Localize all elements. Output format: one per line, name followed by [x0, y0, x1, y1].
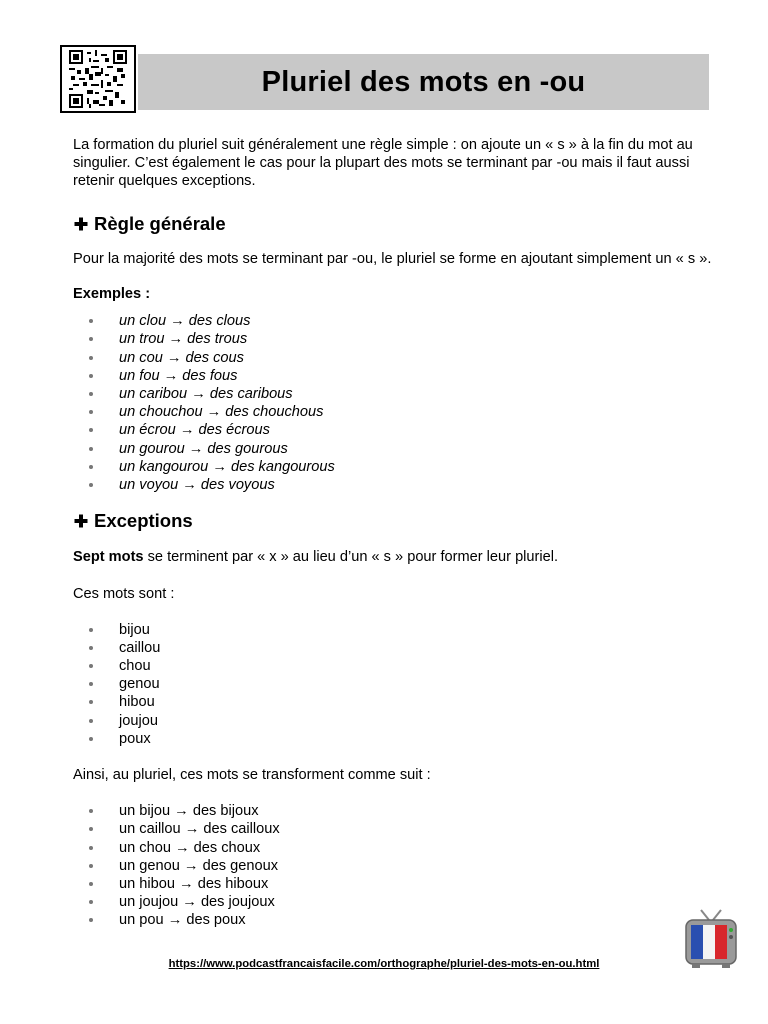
plus-icon: [73, 216, 89, 232]
list-item: un cou → des cous: [73, 349, 713, 367]
bullet-icon: [89, 900, 93, 904]
bullet-icon: [89, 374, 93, 378]
transform-intro: Ainsi, au pluriel, ces mots se transforment comme suit :: [73, 767, 431, 784]
list-item: bijou: [73, 621, 713, 639]
qr-code: [60, 45, 136, 113]
list-item: un fou → des fous: [73, 367, 713, 385]
bullet-icon: [89, 447, 93, 451]
bullet-icon: [89, 337, 93, 341]
bullet-icon: [89, 664, 93, 668]
exceptions-lead-bold: Sept mots: [73, 549, 144, 566]
list-item: un kangourou → des kangourous: [73, 458, 713, 476]
list-item: un chouchou → des chouchous: [73, 403, 713, 421]
section-heading-general-rule: [73, 212, 713, 234]
list-item: un hibou → des hiboux: [73, 875, 713, 893]
bullet-icon: [89, 483, 93, 487]
bullet-icon: [89, 319, 93, 323]
general-rule-text: Pour la majorité des mots se terminant par -ou, le pluriel se forme en ajoutant simplement un « s ».: [73, 250, 712, 267]
list-item: un écrou → des écrous: [73, 421, 713, 439]
examples-label: Exemples :: [73, 286, 151, 303]
bullet-icon: [89, 356, 93, 360]
list-item: un caribou → des caribous: [73, 385, 713, 403]
bullet-icon: [89, 410, 93, 414]
bullet-icon: [89, 864, 93, 868]
list-item: un trou → des trous: [73, 330, 713, 348]
bullet-icon: [89, 428, 93, 432]
list-item: un genou → des genoux: [73, 857, 713, 875]
bullet-icon: [89, 719, 93, 723]
list-item: poux: [73, 730, 713, 748]
transforms-list: [73, 802, 713, 929]
section-heading-label: Exceptions: [94, 510, 193, 532]
exception-words-list: [73, 621, 713, 748]
bullet-icon: [89, 809, 93, 813]
section-heading-label: Règle générale: [94, 212, 226, 234]
examples-list: [73, 312, 713, 494]
list-item: genou: [73, 675, 713, 693]
list-item: un voyou → des voyous: [73, 476, 713, 494]
section-heading-exceptions: [73, 512, 713, 530]
intro-paragraph: La formation du pluriel suit généralement une règle simple : on ajoute un « s » à la fin du mot au singulier. C’est également le cas pour la plupart des mots se terminant par -ou mais il faut aussi retenir quelques exceptions.: [73, 137, 693, 190]
bullet-icon: [89, 737, 93, 741]
bullet-icon: [89, 846, 93, 850]
bullet-icon: [89, 628, 93, 632]
list-item: chou: [73, 657, 713, 675]
plus-icon: [73, 513, 89, 529]
document-body: [73, 136, 713, 930]
bullet-icon: [89, 646, 93, 650]
qr-code-icon: [69, 50, 127, 108]
list-item: un pou → des poux: [73, 911, 713, 929]
list-item: joujou: [73, 712, 713, 730]
list-item: hibou: [73, 693, 713, 711]
tv-logo-icon: [683, 906, 739, 970]
title-band: [138, 54, 709, 110]
exceptions-lead-rest: se terminent par « x » au lieu d’un « s » pour former leur pluriel.: [143, 549, 559, 566]
footer-url-link[interactable]: https://www.podcastfrancaisfacile.com/orthographe/pluriel-des-mots-en-ou.html: [168, 958, 600, 970]
bullet-icon: [89, 918, 93, 922]
bullet-icon: [89, 827, 93, 831]
list-item: un joujou → des joujoux: [73, 893, 713, 911]
exceptions-lead: [73, 548, 713, 566]
bullet-icon: [89, 465, 93, 469]
bullet-icon: [89, 682, 93, 686]
bullet-icon: [89, 700, 93, 704]
list-item: un bijou → des bijoux: [73, 802, 713, 820]
list-item: un gourou → des gourous: [73, 440, 713, 458]
list-item: un chou → des choux: [73, 839, 713, 857]
bullet-icon: [89, 392, 93, 396]
words-intro: Ces mots sont :: [73, 585, 175, 602]
list-item: un caillou → des cailloux: [73, 820, 713, 838]
page-title: Pluriel des mots en -ou: [261, 65, 586, 98]
list-item: caillou: [73, 639, 713, 657]
bullet-icon: [89, 882, 93, 886]
list-item: un clou → des clous: [73, 312, 713, 330]
